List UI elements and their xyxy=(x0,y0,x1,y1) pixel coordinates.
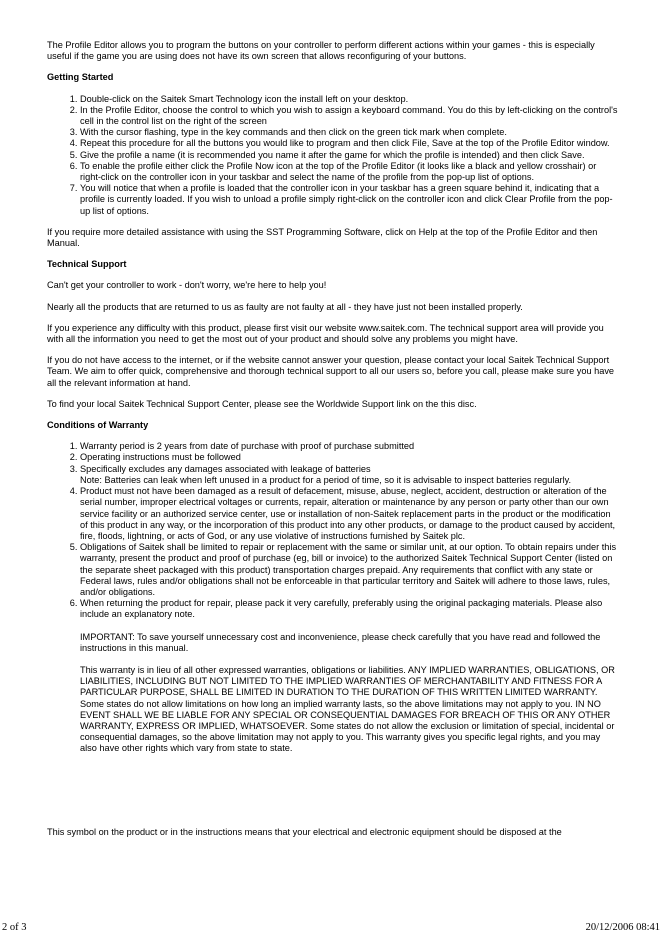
step-item: 4. Repeat this procedure for all the buttons you would like to program and then click File, Save at the top of the Profile Editor window. xyxy=(80,138,619,149)
step-item: 2. In the Profile Editor, choose the control to which you wish to assign a keyboard command. You do this by left-clicking on the control's cell in the control list on the right of the screen xyxy=(80,105,619,127)
warranty-item xyxy=(80,464,619,486)
technical-support-heading: Technical Support xyxy=(47,259,127,270)
warranty-item xyxy=(80,598,619,754)
step-item: 3. With the cursor flashing, type in the key commands and then click on the green tick mark when complete. xyxy=(80,127,619,138)
warranty-item: 5. Obligations of Saitek shall be limited to repair or replacement with the same or similar unit, at our option. To obtain repairs under this warranty, present the product and proof of purchase (eg, bill or invoice) to the authorized Saitek Technical Support Center (listed on the separate sheet packaged with this product) transportation charges prepaid. Any requirements that conflict with any state or Federal laws, rules and/or obligations shall not be enforceable in that particular territory and Saitek will adhere to those laws, rules, and/or obligations. xyxy=(80,542,619,598)
warranty-item: 1. Warranty period is 2 years from date of purchase with proof of purchase submitted xyxy=(80,441,619,452)
print-datetime: 20/12/2006 08:41 xyxy=(585,922,660,933)
step-item: 5. Give the profile a name (it is recommended you name it after the game for which the profile is intended) and then click Save. xyxy=(80,150,619,161)
document-body xyxy=(47,40,619,848)
getting-started-heading: Getting Started xyxy=(47,72,114,83)
page-number: 2 of 3 xyxy=(2,922,27,933)
warranty-item-text: 3. Specifically excludes any damages associated with leakage of batteries xyxy=(80,463,371,474)
support-paragraph: If you do not have access to the internet, or if the website cannot answer your question, please contact your local Saitek Technical Support Team. We aim to offer quick, comprehensive and thorough technical support to all our users so, before you call, please make sure you have all the relevant information at hand. xyxy=(47,355,615,388)
warranty-item: 2. Operating instructions must be followed xyxy=(80,452,619,463)
warranty-item: 4. Product must not have been damaged as a result of defacement, misuse, abuse, neglect, accident, destruction or alteration of the serial number, improper electrical voltages or currents, repair, alteration or maintenance by any person or party other than our own service facility or an authorized service center, use or installation of non-Saitek replacement parts in the product or the modification of this product in any way, or the incorporation of this product into any other products, or damage to the product caused by accident, fire, floods, lightning, or acts of God, or any use violative of instructions furnished by Saitek plc. xyxy=(80,486,619,542)
support-paragraph: If you experience any difficulty with this product, please first visit our website www.saitek.com. The technical support area will provide you with all the information you need to get the most out of your product and should solve any problems you might have. xyxy=(47,322,604,345)
support-paragraph: Nearly all the products that are returned to us as faulty are not faulty at all - they have just not been installed properly. xyxy=(47,301,523,312)
warranty-disclaimer: This warranty is in lieu of all other expressed warranties, obligations or liabilities. ANY IMPLIED WARRANTIES, OBLIGATIONS, OR LIABILITIES, INCLUDING BUT NOT LIMITED TO THE IMPLIED WARRANTIES OF MERCHANTABILITY AND FITNESS FOR A PARTICULAR PURPOSE, SHALL BE LIMITED IN DURATION TO THE DURATION OF THIS WRITTEN LIMITED WARRANTY. Some states do not allow limitations on how long an implied warranty lasts, so the above limitations may not apply to you. IN NO EVENT SHALL WE BE LIABLE FOR ANY SPECIAL OR CONSEQUENTIAL DAMAGES FOR BREACH OF THIS OR ANY OTHER WARRANTY, EXPRESS OR IMPLIED, WHATSOEVER. Some states do not allow the exclusion or limitation of special, incidental or consequential damages, so the above limitation may not apply to you. This warranty gives you specific legal rights, and you may also have other rights which vary from state to state. xyxy=(80,664,615,754)
more-help-paragraph: If you require more detailed assistance with using the SST Programming Software, click on Help at the top of the Profile Editor and then Manual. xyxy=(47,226,598,249)
step-item: 7. You will notice that when a profile is loaded that the controller icon in your taskbar has a green square behind it, indicating that a profile is currently loaded. If you wish to unload a profile simply right-click on the controller icon and click Clear Profile from the pop-up list of options. xyxy=(80,183,619,217)
support-paragraph: Can't get your controller to work - don't worry, we're here to help you! xyxy=(47,280,327,291)
getting-started-steps xyxy=(47,94,619,217)
warranty-conditions xyxy=(47,441,619,754)
intro-paragraph: The Profile Editor allows you to program the buttons on your controller to perform different actions within your games - this is especially useful if the game you are using does not have its own screen that allows reconfiguring of your buttons. xyxy=(47,40,595,62)
battery-note: Note: Batteries can leak when left unused in a product for a period of time, so it is advisable to inspect batteries regularly. xyxy=(80,474,572,485)
step-item: 6. To enable the profile either click the Profile Now icon at the top of the Profile Editor (it looks like a black and yellow crosshair) or right-click on the controller icon in your taskbar and select the name of the profile from the pop-up list of options. xyxy=(80,161,619,183)
warranty-heading: Conditions of Warranty xyxy=(47,420,149,431)
symbol-paragraph: This symbol on the product or in the instructions means that your electrical and electronic equipment should be disposed at the xyxy=(47,826,562,837)
support-paragraph: To find your local Saitek Technical Support Center, please see the Worldwide Support link on the this disc. xyxy=(47,398,477,409)
important-note: IMPORTANT: To save yourself unnecessary cost and inconvenience, please check carefully that you have read and followed the instructions in this manual. xyxy=(80,631,601,653)
symbol-image-area xyxy=(47,765,619,827)
warranty-item-text: 6. When returning the product for repair, please pack it very carefully, preferably using the original packaging materials. Please also include an explanatory note. xyxy=(80,598,603,620)
step-item: 1. Double-click on the Saitek Smart Technology icon the install left on your desktop. xyxy=(80,94,619,105)
